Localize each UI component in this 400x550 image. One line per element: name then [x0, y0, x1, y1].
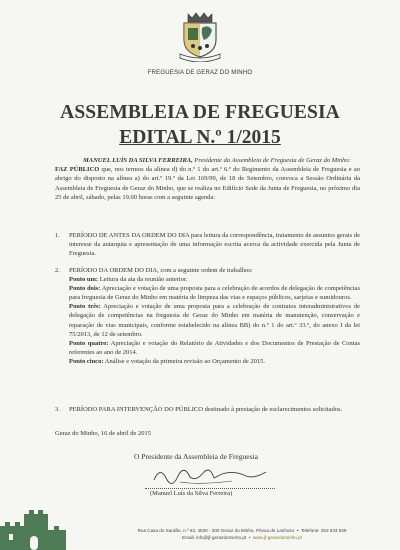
- handwritten-signature: [150, 460, 270, 488]
- president-title: O Presidente da Assembleia de Freguesia: [134, 452, 258, 461]
- signer-name: (Manuel Luís da Silva Ferreira): [150, 490, 233, 497]
- agenda-point-text: Apreciação e votação de uma proposta para a celebração de acordos de delegação de competências para freguesia de Geraz do Minho em matéria de limpeza das vias e espaços públicos, sarjetas e sumidouros.: [69, 285, 360, 302]
- agenda-point-label: Ponto dois:: [69, 285, 101, 293]
- footer-website: www.jf-gerazdominho.pt: [252, 534, 302, 540]
- footer-contact: Rua Casa do Sardão, n.º 63, 4830 - 300 Geraz do Minho, Póvoa de Lanhoso • Telefone: 253 633 849 Email: info@jf-gerazdominho.pt • www.jf-gerazdominho.pt: [137, 528, 347, 540]
- agenda-item-text: PERÍODO PARA INTERVENÇÃO DO PÚBLICO destinado à prestação de esclarecimentos solicitados.: [69, 406, 343, 413]
- parish-name: FREGUESIA DE GERAZ DO MINHO: [147, 70, 253, 76]
- agenda-point: [69, 339, 360, 357]
- agenda-point: [69, 284, 360, 302]
- agenda-item-3: [55, 405, 360, 414]
- edital-title: EDITAL N.º 1/2015: [119, 127, 281, 148]
- footer-email: Email: info@jf-gerazdominho.pt: [182, 534, 247, 540]
- agenda-item-2: [55, 266, 360, 366]
- agenda-item-number: 3.: [55, 406, 60, 413]
- agenda-point-text: Leitura da ata da reunião anterior.: [99, 276, 188, 284]
- agenda-point: [69, 302, 360, 338]
- agenda-item-number: 1.: [55, 232, 60, 239]
- agenda-point-label: Ponto três:: [69, 303, 101, 311]
- intro-paragraph: [55, 156, 360, 202]
- announcement-lead: FAZ PÚBLICO: [55, 166, 100, 174]
- agenda-point-text: Apreciação e votação do Relatório de Atividades e dos Documentos de Prestação de Contas referentes ao ano de 2014.: [69, 339, 360, 356]
- agenda-point-label: Ponto um:: [69, 276, 99, 284]
- president-role: Presidente da Assembleia de Freguesia de Geraz do Minho:: [194, 157, 351, 164]
- footer-address: Rua Casa do Sardão, n.º 63, 4830 - 300 Geraz do Minho, Póvoa de Lanhoso: [137, 528, 295, 533]
- agenda-point-label: Ponto quatro:: [69, 339, 109, 347]
- president-name: MANUEL LUÍS DA SILVA FERREIRA,: [83, 157, 193, 164]
- castle-icon: [0, 506, 70, 550]
- agenda-point: [69, 275, 360, 284]
- agenda-item-text: PERÍODO DA ORDEM DO DIA, com a seguinte ordem de trabalhos:: [69, 267, 253, 274]
- footer-phone: Telefone: 253 633 849: [300, 528, 347, 533]
- agenda-item-number: 2.: [55, 267, 60, 274]
- announcement-text: que, nos termos da alínea d) do n.º 1 do art.º 6.º do Regimento da Assembleia de Freguesia e ao abrigo do disposto na alínea a) do art.º 19.º da Lei 169/99, de 18 de Setembro, convoca a Sessão Ordinária da Assembleia de Freguesia de Geraz do Minho, que se realiza no Edifício Sede da Junta de Freguesia, no próximo dia 25 de abril, sábado, pelas 19.00 horas com a seguinte agenda:: [55, 166, 361, 201]
- place-date: Geraz do Minho, 16 de abril de 2015: [55, 430, 152, 437]
- agenda-point-text: Análise e votação da primeira revisão ao Orçamento de 2015.: [104, 357, 266, 365]
- assembly-title: ASSEMBLEIA DE FREGUESIA: [60, 102, 340, 123]
- agenda-point-label: Ponto cinco:: [69, 357, 104, 365]
- parish-crest-icon: [174, 10, 226, 62]
- agenda-point: [69, 357, 360, 366]
- agenda-item-text: PERÍODO DE ANTES DA ORDEM DO DIA para leitura da correspondência, tratamento de assuntos gerais de interesse da autarquia e apresentação de uma informação escrita acerca da actividade exercida pela Junta de Freguesia.: [69, 232, 360, 258]
- agenda-point-text: Apreciação e votação de uma proposta para a celebração de contratos interadministrativos de delegação de competências na freguesia de Geraz do Minho em matéria de manutenção, conservação e reparação de vias municipais, conforme estabelecido na alínea BB) do n.º 1 do art.º 33.º, do anexo I da lei 75/2013, de 12 de setembro.: [69, 303, 360, 338]
- signature-line: [145, 488, 275, 489]
- agenda-item-1: [55, 231, 360, 258]
